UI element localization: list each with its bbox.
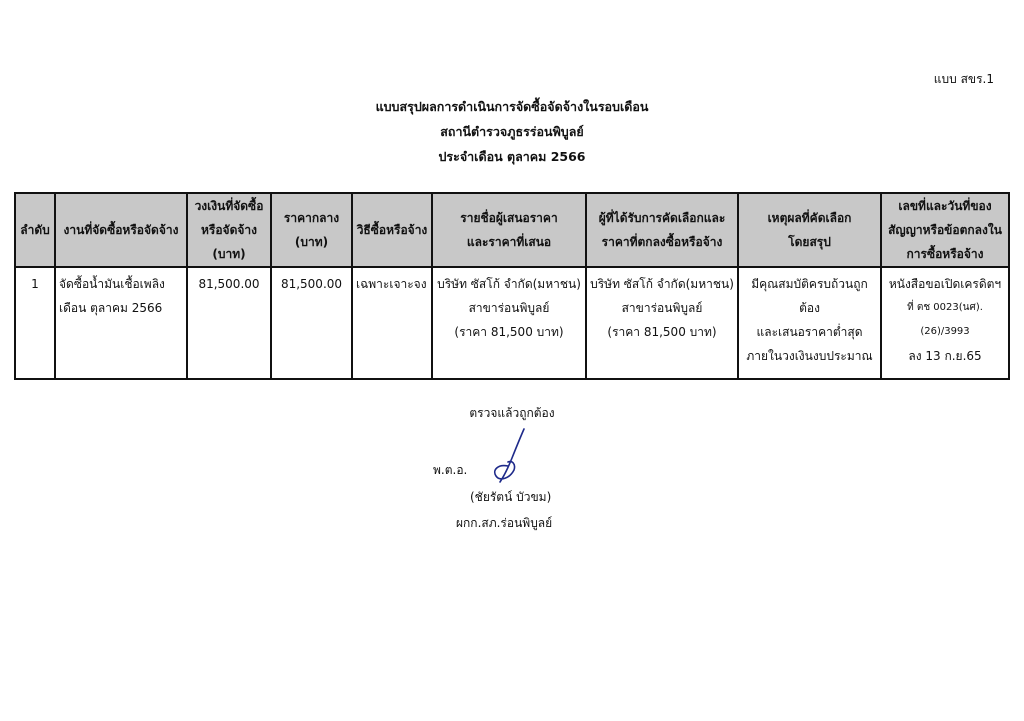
signer-position: ผกก.สภ.ร่อนพิบูลย์: [456, 516, 553, 530]
cell-selected: บริษัท ซัสโก้ จำกัด(มหาชน) สาขาร่อนพิบูลย์ (ราคา 81,500 บาท): [586, 267, 738, 379]
table-row: [15, 267, 1009, 379]
cell-budget: 81,500.00: [187, 267, 271, 379]
header-contract: เลขที่และวันที่ของ สัญญาหรือข้อตกลงใน การซื้อหรือจ้าง: [881, 193, 1009, 267]
header-median-price: ราคากลาง (บาท): [271, 193, 352, 267]
cell-reason: มีคุณสมบัติครบถ้วนถูกต้อง และเสนอราคาต่ำสุด ภายในวงเงินงบประมาณ: [738, 267, 881, 379]
document-title: [0, 94, 1024, 169]
header-no: ลำดับ: [15, 193, 55, 267]
cell-item: จัดซื้อน้ำมันเชื้อเพลิง เดือน ตุลาคม 2566: [55, 267, 187, 379]
form-code: แบบ สขร.1: [933, 72, 994, 86]
signer-rank: พ.ต.อ.: [433, 463, 468, 477]
header-selected: ผู้ที่ได้รับการคัดเลือกและ ราคาที่ตกลงซื้อหรือจ้าง: [586, 193, 738, 267]
title-line-1: แบบสรุปผลการดำเนินการจัดซื้อจัดจ้างในรอบเดือน: [375, 99, 649, 114]
header-budget: วงเงินที่จัดซื้อ หรือจัดจ้าง (บาท): [187, 193, 271, 267]
header-method: วิธีซื้อหรือจ้าง: [352, 193, 432, 267]
cell-contract: หนังสือขอเปิดเครดิตฯ ที่ ตช 0023(นศ).(26)/3993 ลง 13 ก.ย.65: [881, 267, 1009, 379]
handwritten-signature: [486, 426, 536, 486]
verified-label: ตรวจแล้วถูกต้อง: [469, 406, 555, 420]
cell-no: 1: [15, 267, 55, 379]
procurement-summary-table: [14, 192, 1010, 380]
cell-bidders: บริษัท ซัสโก้ จำกัด(มหาชน) สาขาร่อนพิบูลย์ (ราคา 81,500 บาท): [432, 267, 586, 379]
header-item: งานที่จัดซื้อหรือจัดจ้าง: [55, 193, 187, 267]
header-reason: เหตุผลที่คัดเลือก โดยสรุป: [738, 193, 881, 267]
header-row: [15, 193, 1009, 267]
title-line-3: ประจำเดือน ตุลาคม 2566: [438, 149, 586, 164]
title-line-2: สถานีตำรวจภูธรร่อนพิบูลย์: [440, 124, 584, 139]
cell-median-price: 81,500.00: [271, 267, 352, 379]
signer-name: (ชัยรัตน์ บัวขม): [470, 490, 552, 504]
cell-method: เฉพาะเจาะจง: [352, 267, 432, 379]
header-bidders: รายชื่อผู้เสนอราคา และราคาที่เสนอ: [432, 193, 586, 267]
